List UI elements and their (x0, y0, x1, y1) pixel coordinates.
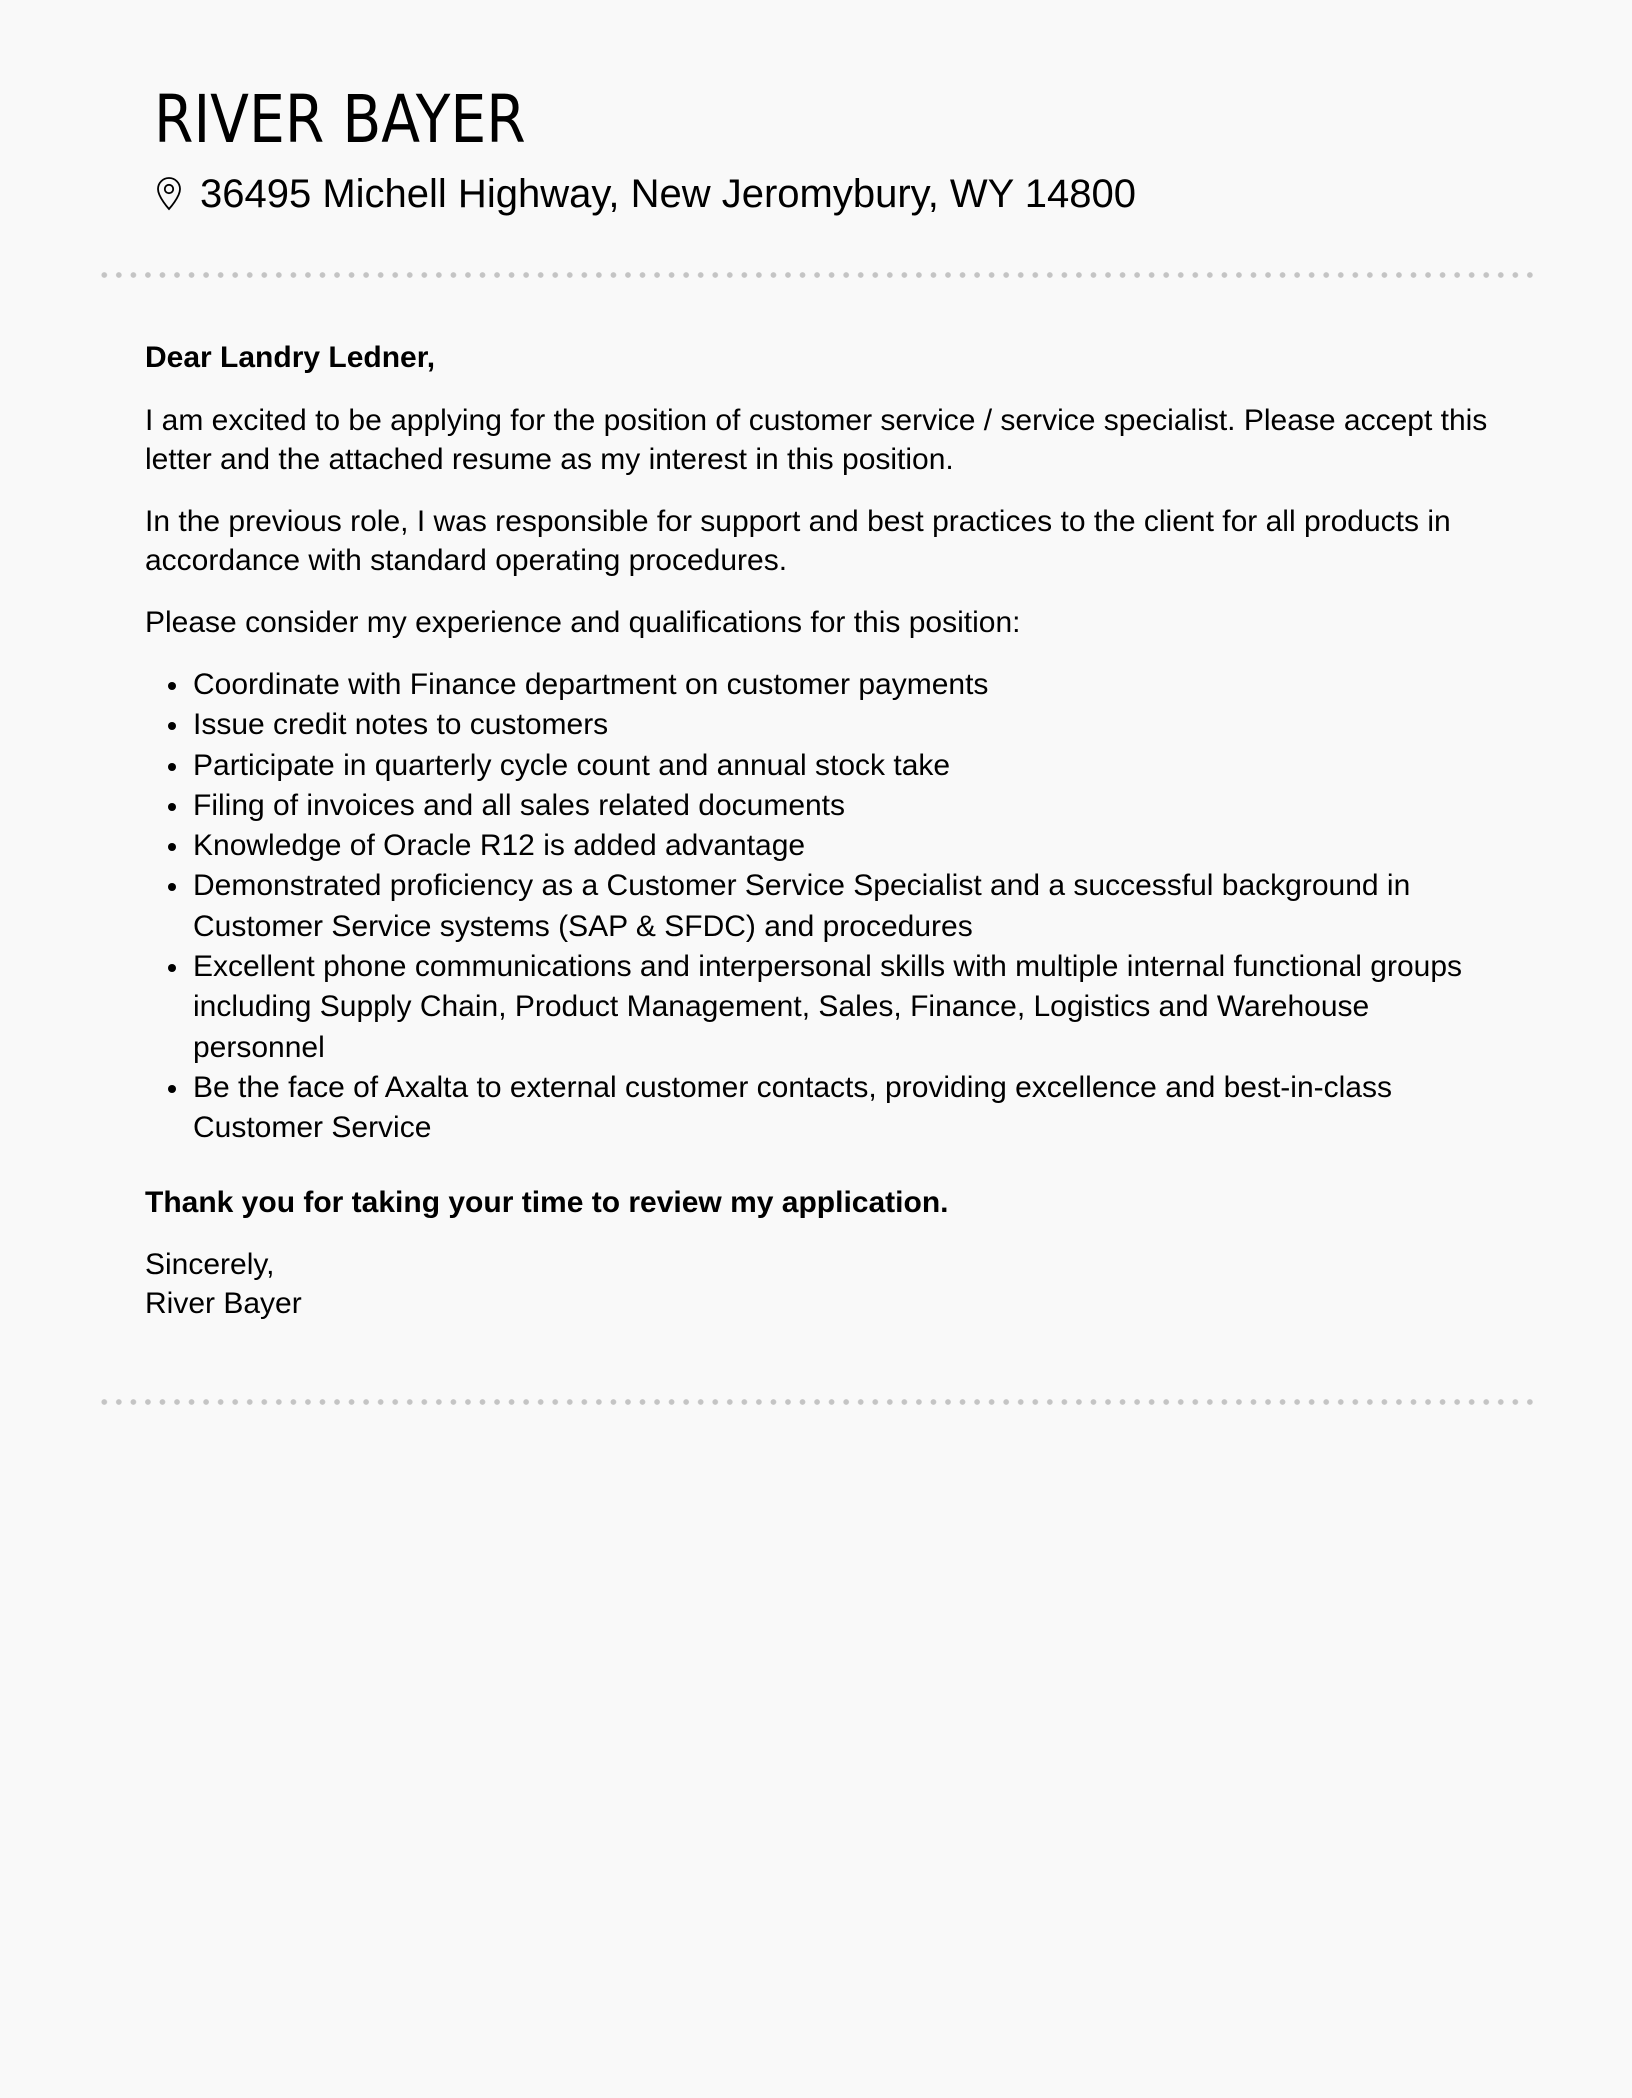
qualifications-intro: Please consider my experience and qualifications for this position: (145, 606, 1021, 639)
qualifications-list (145, 665, 1497, 1149)
list-item: Be the face of Axalta to external customer contacts, providing excellence and best-in-class Customer Service (193, 1068, 1497, 1149)
list-item: Participate in quarterly cycle count and annual stock take (193, 746, 1497, 786)
address-row (154, 166, 1514, 222)
list-item: Excellent phone communications and interpersonal skills with multiple internal functional groups including Supply Chain, Product Management, Sales, Finance, Logistics and Warehouse personnel (193, 947, 1497, 1068)
list-item: Coordinate with Finance department on customer payments (193, 665, 1497, 705)
letter-header (154, 78, 1514, 222)
list-item: Filing of invoices and all sales related documents (193, 786, 1497, 826)
applicant-name: RIVER BAYER (154, 81, 526, 158)
experience-paragraph: In the previous role, I was responsible for support and best practices to the client for all products in accordance with standard operating procedures. (145, 505, 1451, 577)
bottom-dotted-divider (97, 1398, 1535, 1406)
list-item: Demonstrated proficiency as a Customer Service Specialist and a successful background in Customer Service systems (SAP & SFDC) and procedures (193, 866, 1497, 947)
signature-name: River Bayer (145, 1286, 302, 1320)
applicant-address: 36495 Michell Highway, New Jeromybury, WY 14800 (200, 172, 1136, 216)
signoff: Sincerely, (145, 1247, 275, 1281)
map-pin-icon (154, 174, 184, 214)
intro-paragraph: I am excited to be applying for the position of customer service / service specialist. Please accept this letter and the attached resume as my interest in this position. (145, 404, 1488, 476)
closing-line: Thank you for taking your time to review my application. (145, 1185, 949, 1219)
top-dotted-divider (97, 271, 1535, 279)
list-item: Issue credit notes to customers (193, 705, 1497, 745)
list-item: Knowledge of Oracle R12 is added advantage (193, 826, 1497, 866)
letter-body (145, 338, 1497, 1323)
salutation: Dear Landry Ledner, (145, 341, 436, 374)
